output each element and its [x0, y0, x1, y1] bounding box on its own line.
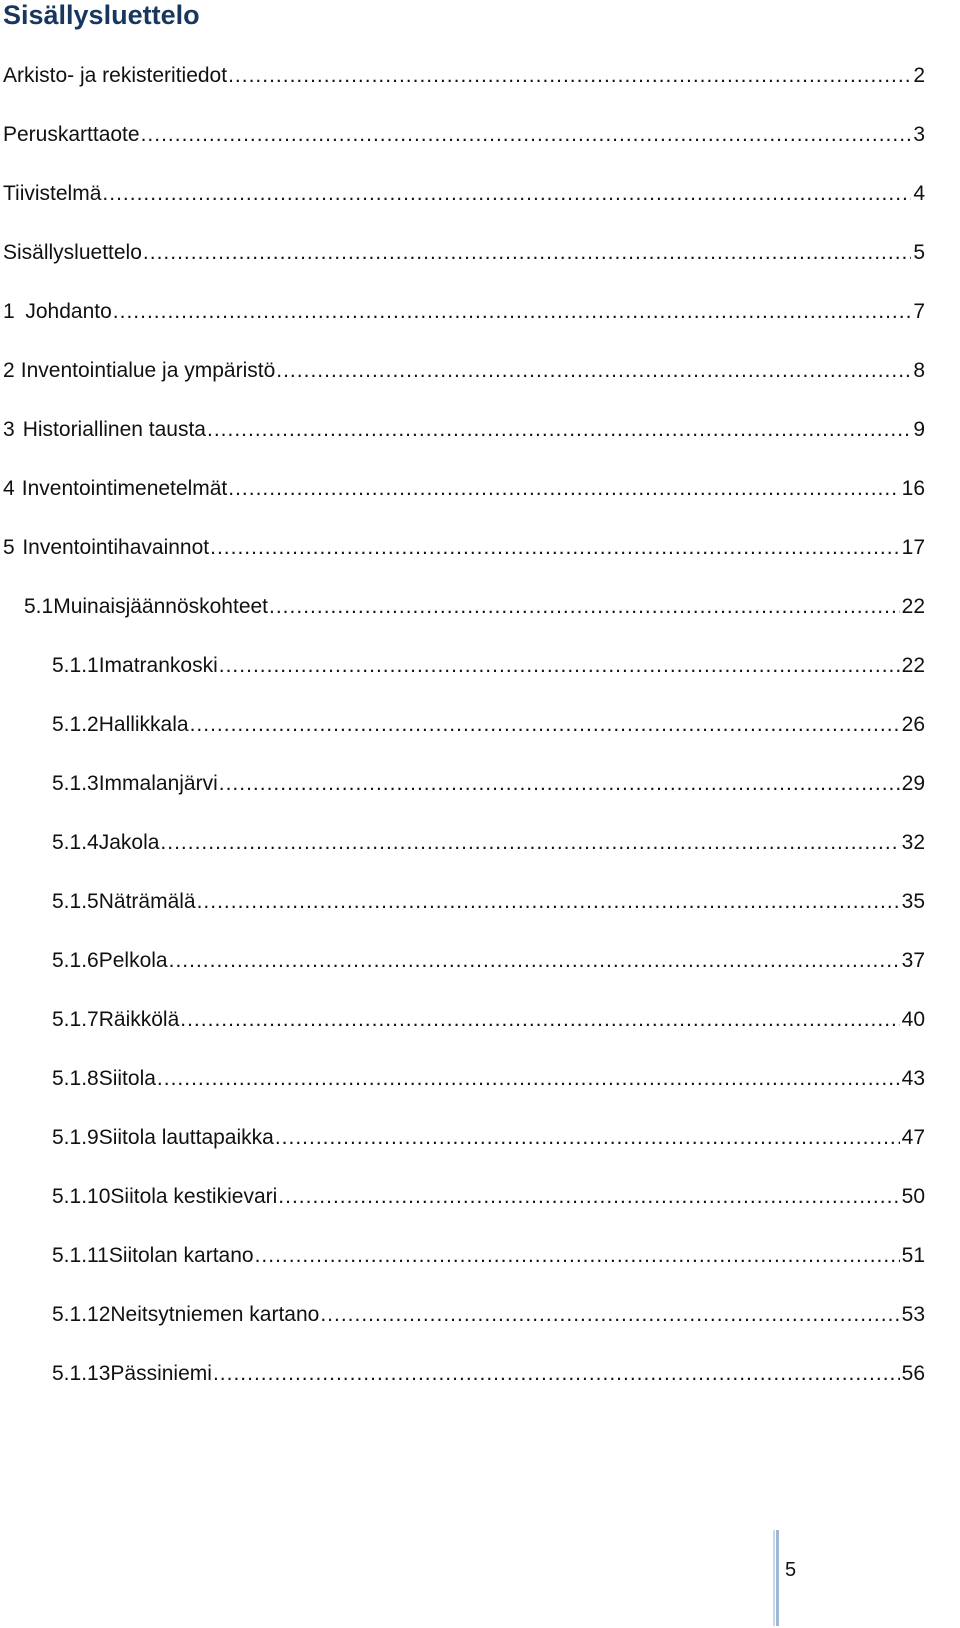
toc-entry-page: 4 [913, 182, 925, 205]
toc-entry-label: Inventointihavainnot [22, 536, 210, 559]
toc-entry-number: 3 [3, 418, 15, 441]
dot-leader [269, 592, 900, 622]
toc-entry-page: 53 [901, 1303, 925, 1326]
toc-entry-label: Muinaisjäännöskohteet [53, 595, 269, 618]
footer-divider [773, 1530, 779, 1626]
toc-entry-label: Inventointialue ja ympäristö [20, 359, 276, 382]
toc-entry-number: 5.1.2 [52, 713, 99, 736]
toc-entry-page: 22 [901, 654, 925, 677]
toc-entry-page: 47 [901, 1126, 925, 1149]
toc-entry-number: 5.1.8 [52, 1067, 99, 1090]
toc-entry[interactable] [52, 1064, 925, 1094]
dot-leader [320, 1300, 899, 1330]
toc-entry-page: 51 [901, 1244, 925, 1267]
toc-entry[interactable] [3, 415, 925, 445]
toc-entry-page: 26 [901, 713, 925, 736]
toc-entry-number: 5.1.10 [52, 1185, 111, 1208]
toc-entry[interactable] [3, 533, 925, 563]
toc-entry-page: 17 [901, 536, 925, 559]
dot-leader [190, 710, 900, 740]
toc-entry-label: Arkisto- ja rekisteritiedot [3, 64, 228, 87]
toc-entry-label: Jakola [98, 831, 160, 854]
toc-entry-label: Siitolan kartano [108, 1244, 254, 1267]
toc-entry-label: Neitsytniemen kartano [110, 1303, 320, 1326]
toc-entry-page: 16 [901, 477, 925, 500]
toc-entry-page: 7 [913, 300, 925, 323]
toc-entry[interactable] [3, 179, 925, 209]
dot-leader [113, 297, 912, 327]
toc-entry[interactable] [3, 61, 925, 91]
toc-entry-page: 8 [913, 359, 925, 382]
toc-entry-label: Johdanto [25, 300, 112, 323]
dot-leader [143, 238, 911, 268]
dot-leader [278, 1182, 899, 1212]
dot-leader [210, 533, 900, 563]
dot-leader [207, 415, 911, 445]
toc-entry-page: 50 [901, 1185, 925, 1208]
toc-entry-label: Peruskarttaote [3, 123, 140, 146]
toc-entry-page: 37 [901, 949, 925, 972]
toc-entry-label: Näträmälä [98, 890, 196, 913]
dot-leader [255, 1241, 900, 1271]
toc-entry-number: 5.1.12 [52, 1303, 111, 1326]
toc-entry[interactable] [52, 710, 925, 740]
toc-entry-number: 5 [3, 536, 15, 559]
toc-entry-page: 35 [901, 890, 925, 913]
dot-leader [160, 828, 899, 858]
toc-entry-number: 5.1 [24, 595, 54, 618]
toc-entry[interactable] [24, 592, 925, 622]
page-number: 5 [785, 1559, 797, 1581]
dot-leader [219, 651, 900, 681]
dot-leader [228, 474, 899, 504]
toc-entry-label: Immalanjärvi [98, 772, 218, 795]
toc-entry-label: Historiallinen tausta [22, 418, 206, 441]
toc-entry[interactable] [52, 769, 925, 799]
toc-entry[interactable] [52, 828, 925, 858]
toc-entry[interactable] [52, 1241, 925, 1271]
dot-leader [169, 946, 900, 976]
toc-entry-page: 22 [901, 595, 925, 618]
toc-entry[interactable] [3, 297, 925, 327]
toc-entry[interactable] [3, 120, 925, 150]
toc-entry[interactable] [52, 887, 925, 917]
toc-entry-page: 43 [901, 1067, 925, 1090]
toc-entry-label: Siitola lauttapaikka [98, 1126, 274, 1149]
dot-leader [180, 1005, 899, 1035]
toc-entry-label: Pelkola [98, 949, 168, 972]
page-title: Sisällysluettelo [3, 0, 200, 30]
toc-entry-page: 40 [901, 1008, 925, 1031]
toc-entry[interactable] [52, 1005, 925, 1035]
toc-entry-page: 3 [913, 123, 925, 146]
toc-entry-number: 5.1.13 [52, 1362, 111, 1385]
toc-entry-page: 56 [901, 1362, 925, 1385]
toc-entry-page: 5 [913, 241, 925, 264]
toc-entry-label: Pässiniemi [110, 1362, 212, 1385]
toc-entry[interactable] [52, 1123, 925, 1153]
toc-entry-page: 29 [901, 772, 925, 795]
toc-entry[interactable] [3, 474, 925, 504]
toc-entry-number: 5.1.4 [52, 831, 99, 854]
toc-entry-number: 5.1.9 [52, 1126, 99, 1149]
dot-leader [276, 356, 911, 386]
dot-leader [157, 1064, 900, 1094]
toc-entry[interactable] [52, 651, 925, 681]
toc-entry-label: Imatrankoski [98, 654, 218, 677]
toc-entry-number: 4 [3, 477, 15, 500]
toc-entry-number: 1 [3, 300, 15, 323]
toc-entry-label: Räikkölä [98, 1008, 180, 1031]
dot-leader [102, 179, 911, 209]
dot-leader [197, 887, 900, 917]
toc-entry[interactable] [52, 946, 925, 976]
toc-entry[interactable] [52, 1300, 925, 1330]
dot-leader [219, 769, 900, 799]
toc-entry[interactable] [3, 238, 925, 268]
toc-entry-page: 32 [901, 831, 925, 854]
dot-leader [141, 120, 912, 150]
toc-entry-number: 5.1.7 [52, 1008, 99, 1031]
toc-entry-label: Siitola [98, 1067, 156, 1090]
toc-entry[interactable] [3, 356, 925, 386]
toc-entry-page: 9 [913, 418, 925, 441]
dot-leader [275, 1123, 900, 1153]
toc-entry-number: 5.1.3 [52, 772, 99, 795]
toc-entry-label: Tiivistelmä [3, 182, 102, 205]
toc-entry-number: 5.1.5 [52, 890, 99, 913]
dot-leader [213, 1359, 900, 1389]
toc-entry-number: 2 [3, 359, 15, 382]
toc-entry-number: 5.1.1 [52, 654, 99, 677]
dot-leader [228, 61, 911, 91]
toc-entry-label: Siitola kestikievari [110, 1185, 278, 1208]
toc-entry[interactable] [52, 1359, 925, 1389]
toc-entry[interactable] [52, 1182, 925, 1212]
toc-entry-number: 5.1.11 [52, 1244, 109, 1267]
toc-entry-label: Sisällysluettelo [3, 241, 142, 264]
toc-entry-page: 2 [913, 64, 925, 87]
toc-entry-label: Inventointimenetelmät [21, 477, 228, 500]
toc-entry-label: Hallikkala [98, 713, 189, 736]
toc-entry-number: 5.1.6 [52, 949, 99, 972]
